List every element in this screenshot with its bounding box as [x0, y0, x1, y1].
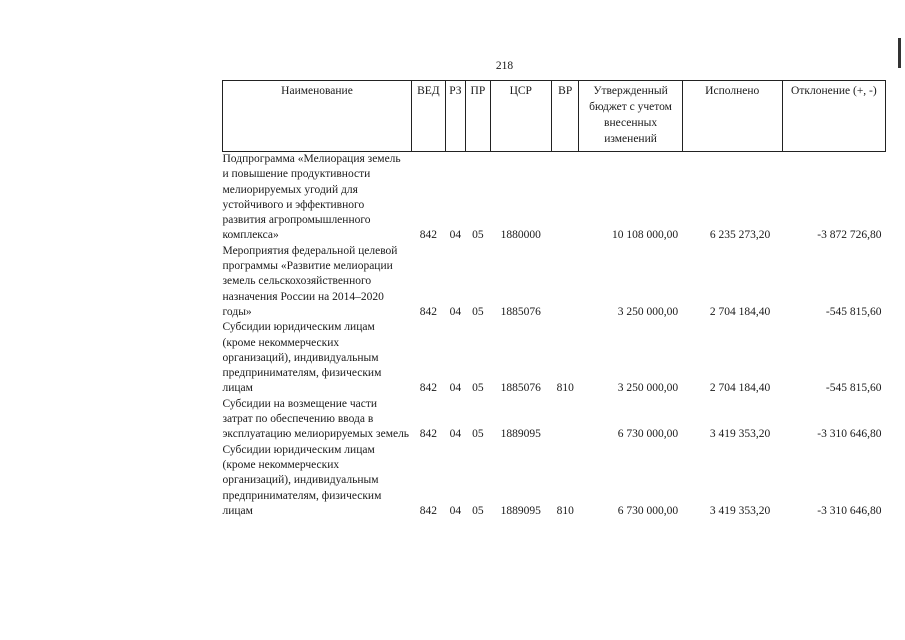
row-rz: 04 — [449, 504, 462, 517]
header-ved: ВЕД — [411, 81, 445, 152]
row-executed: 3 419 353,20 — [709, 504, 771, 517]
row-ved: 842 — [419, 428, 437, 441]
margin-mark — [898, 38, 901, 68]
row-executed: 2 704 184,40 — [709, 305, 771, 318]
row-approved: 3 250 000,00 — [617, 305, 679, 318]
row-pr: 05 — [472, 504, 484, 517]
row-deviation: -3 310 646,80 — [817, 504, 882, 517]
row-deviation: -3 872 726,80 — [817, 229, 882, 242]
row-vr — [551, 152, 579, 244]
row-approved: 3 250 000,00 — [617, 382, 679, 395]
header-deviation: Отклонение (+, -) — [782, 81, 885, 152]
row-deviation: -545 815,60 — [825, 382, 882, 395]
page-number: 218 — [495, 60, 514, 72]
table-row — [223, 397, 886, 443]
header-executed: Исполнено — [682, 81, 782, 152]
table-row — [223, 320, 886, 396]
row-vr — [551, 244, 579, 320]
row-ved: 842 — [419, 229, 437, 242]
row-vr: 810 — [556, 382, 574, 395]
header-name: Наименование — [223, 81, 412, 152]
row-csr: 1885076 — [500, 305, 541, 318]
row-executed: 2 704 184,40 — [709, 382, 771, 395]
row-name: Субсидии на возмещение части затрат по обеспечению ввода в эксплуатацию мелиорируемых земель — [222, 397, 410, 441]
table-row — [223, 152, 886, 244]
row-rz: 04 — [449, 305, 462, 318]
row-ved: 842 — [419, 305, 437, 318]
row-csr: 1885076 — [500, 382, 541, 395]
table-body — [223, 152, 886, 520]
row-rz: 04 — [449, 229, 462, 242]
row-vr: 810 — [556, 504, 574, 517]
row-name: Субсидии юридическим лицам (кроме некоммерческих организаций), индивидуальным предпринимателям, физическим лицам — [222, 321, 382, 395]
row-pr: 05 — [472, 229, 484, 242]
row-ved: 842 — [419, 382, 437, 395]
header-pr: ПР — [466, 81, 491, 152]
header-rz: РЗ — [445, 81, 465, 152]
budget-table — [222, 80, 886, 519]
table-row — [223, 244, 886, 320]
row-name: Субсидии юридическим лицам (кроме некоммерческих организаций), индивидуальным предпринимателям, физическим лицам — [222, 443, 382, 517]
row-deviation: -3 310 646,80 — [817, 428, 882, 441]
row-approved: 6 730 000,00 — [617, 428, 679, 441]
header-approved: Утвержденный бюджет с учетом внесенных изменений — [579, 81, 682, 152]
row-csr: 1880000 — [500, 229, 541, 242]
header-csr: ЦСР — [490, 81, 551, 152]
row-executed: 6 235 273,20 — [709, 229, 771, 242]
row-pr: 05 — [472, 382, 484, 395]
row-csr: 1889095 — [500, 428, 541, 441]
row-ved: 842 — [419, 504, 437, 517]
row-approved: 10 108 000,00 — [612, 229, 679, 242]
table-row — [223, 443, 886, 519]
row-approved: 6 730 000,00 — [617, 504, 679, 517]
row-name: Подпрограмма «Мелиорация земель и повышение продуктивности мелиорируемых угодий для устойчивого и эффективного развития агропромышленного комплекса» — [222, 153, 401, 242]
row-pr: 05 — [472, 428, 484, 441]
row-rz: 04 — [449, 428, 462, 441]
row-name: Мероприятия федеральной целевой программы «Развитие мелиорации земель сельскохозяйственного назначения России на 2014–2020 годы» — [222, 244, 398, 318]
row-vr — [551, 397, 579, 443]
table-header — [223, 81, 886, 152]
header-vr: ВР — [551, 81, 579, 152]
row-csr: 1889095 — [500, 504, 541, 517]
row-pr: 05 — [472, 305, 484, 318]
row-executed: 3 419 353,20 — [709, 428, 771, 441]
row-rz: 04 — [449, 382, 462, 395]
row-deviation: -545 815,60 — [825, 305, 882, 318]
